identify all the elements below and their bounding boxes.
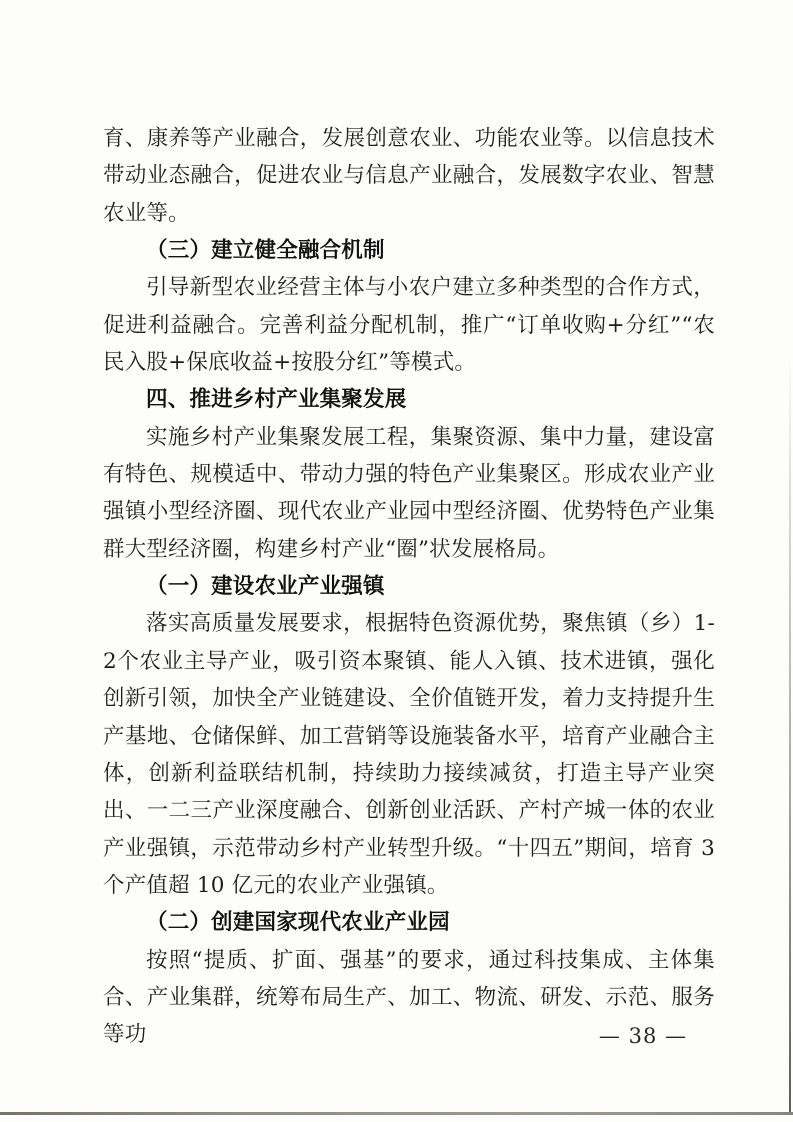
paragraph: 按照“提质、扩面、强基”的要求，通过科技集成、主体集合、产业集群，统筹布局生产、加工、物流、研发、示范、服务等功 — [103, 947, 715, 1048]
scan-edge-right — [789, 355, 791, 1115]
heading-subsection-1: （一）建设农业产业强镇 — [146, 574, 385, 600]
document-body — [103, 120, 715, 1054]
heading-subsection-2: （二）创建国家现代农业产业园 — [146, 910, 450, 936]
heading-section-4: 四、推进乡村产业集聚发展 — [146, 387, 407, 413]
paragraph: 落实高质量发展要求，根据特色资源优势，聚焦镇（乡）1-2个农业主导产业，吸引资本聚镇、能人入镇、技术进镇，强化创新引领，加快全产业链建设、全价值链开发，着力支持提升生产基地、仓储保鲜、加工营销等设施装备水平，培育产业融合主体，创新利益联结机制，持续助力接续减贫，打造主导产业突出、一二三产业深度融合、创新创业活跃、产村产城一体的农业产业强镇，示范带动乡村产业转型升级。“十四五”期间，培育 3 个产值超 10 亿元的农业产业强镇。 — [103, 611, 715, 898]
scan-edge-bottom — [0, 1112, 793, 1115]
paragraph: 引导新型农业经营主体与小农户建立多种类型的合作方式，促进利益融合。完善利益分配机制，推广“订单收购+分红”“农民入股+保底收益+按股分红”等模式。 — [103, 275, 715, 376]
page-number: — 38 — — [598, 1024, 687, 1048]
heading-subsection-3: （三）建立健全融合机制 — [146, 238, 385, 264]
paragraph-continued: 育、康养等产业融合，发展创意农业、功能农业等。以信息技术带动业态融合，促进农业与信息产业融合，发展数字农业、智慧农业等。 — [103, 126, 715, 226]
paragraph: 实施乡村产业集聚发展工程，集聚资源、集中力量，建设富有特色、规模适中、带动力强的特色产业集聚区。形成农业产业强镇小型经济圈、现代农业产业园中型经济圈、优势特色产业集群大型经济圈，构建乡村产业“圈”状发展格局。 — [103, 424, 715, 562]
